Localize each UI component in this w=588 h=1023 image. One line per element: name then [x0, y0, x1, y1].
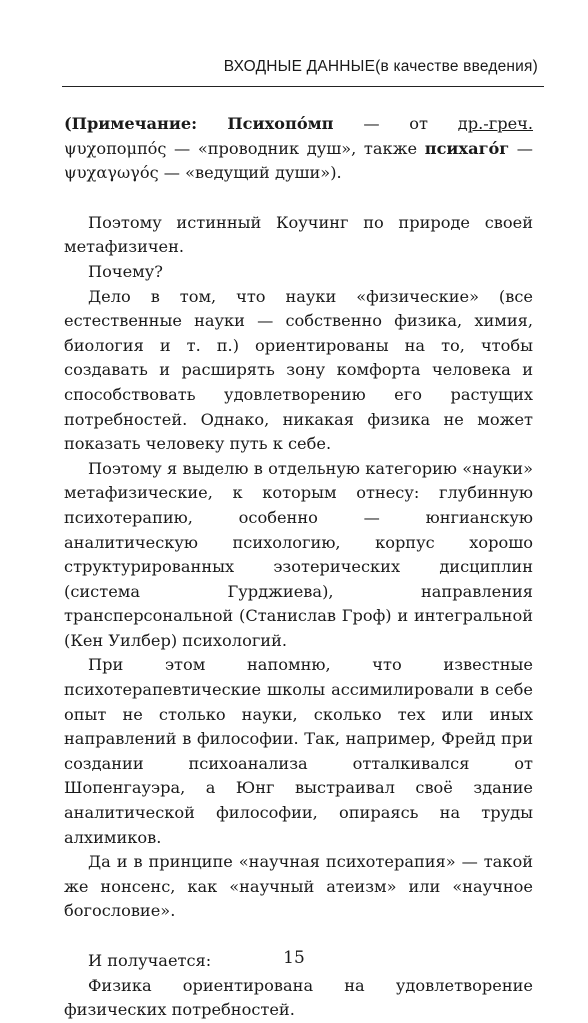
note-term: психаго́г: [424, 138, 510, 158]
running-header-title: ВХОДНЫЕ ДАННЫЕ: [223, 58, 376, 75]
paragraph: Поэтому я выделю в отдельную категорию «науки» метафизические, к которым отнесу: глубинную психотерапию, особенно — юнгианскую аналитическую психологию, корпус хорошо структурированных эзотерических дисциплин (система Гурджиева), направления трансперсональной (Станислав Гроф) и интегральной (Кен Уилбер) психологий.: [64, 458, 533, 650]
paragraph: Физика ориентирована на удовлетворение физических потребностей.: [64, 975, 533, 1020]
paragraph: При этом напомню, что известные психотерапевтические школы ассимилировали в себе опыт не столько науки, сколько тех или иных направлений в философии. Так, например, Фрейд при создании психоанализа отталкивался от Шопенгауэра, а Юнг выстраивал своё здание аналитической философии, опираясь на труды алхимиков.: [64, 655, 533, 847]
page-number: 15: [283, 948, 305, 968]
header-rule: [62, 86, 544, 87]
running-header: [62, 58, 538, 76]
note-dash: — от: [333, 114, 458, 133]
paragraph-spacer: [64, 186, 533, 211]
page-body: [64, 112, 533, 1023]
paragraph-spacer: [64, 924, 533, 949]
paragraph: Да и в принципе «научная психотерапия» — такой же нонсенс, как «научный атеизм» или «научное богословие».: [64, 852, 533, 921]
paragraph: Дело в том, что науки «физические» (все естественные науки — собственно физика, химия, биология и т. п.) ориентированы на то, чтобы создавать и расширять зону комфорта человека и способствовать удовлетворению его растущих потребностей. Однако, никакая физика не может показать человеку путь к себе.: [64, 286, 533, 454]
running-header-subtitle: (в качестве введения): [375, 58, 538, 75]
note-tail: — ψυχαγωγός — «ведущий души»).: [64, 138, 533, 183]
paragraph: Поэтому истинный Коучинг по природе своей метафизичен.: [64, 212, 533, 257]
paragraph: Почему?: [88, 261, 163, 281]
note-link: др.-греч.: [457, 114, 533, 133]
note-lead: (Примечание: Психопо́мп: [64, 114, 334, 133]
note-greek: ψυχοπομπός — «проводник душ», также: [64, 138, 425, 158]
etymology-note: [64, 112, 533, 186]
paragraph: И получается:: [88, 951, 212, 970]
